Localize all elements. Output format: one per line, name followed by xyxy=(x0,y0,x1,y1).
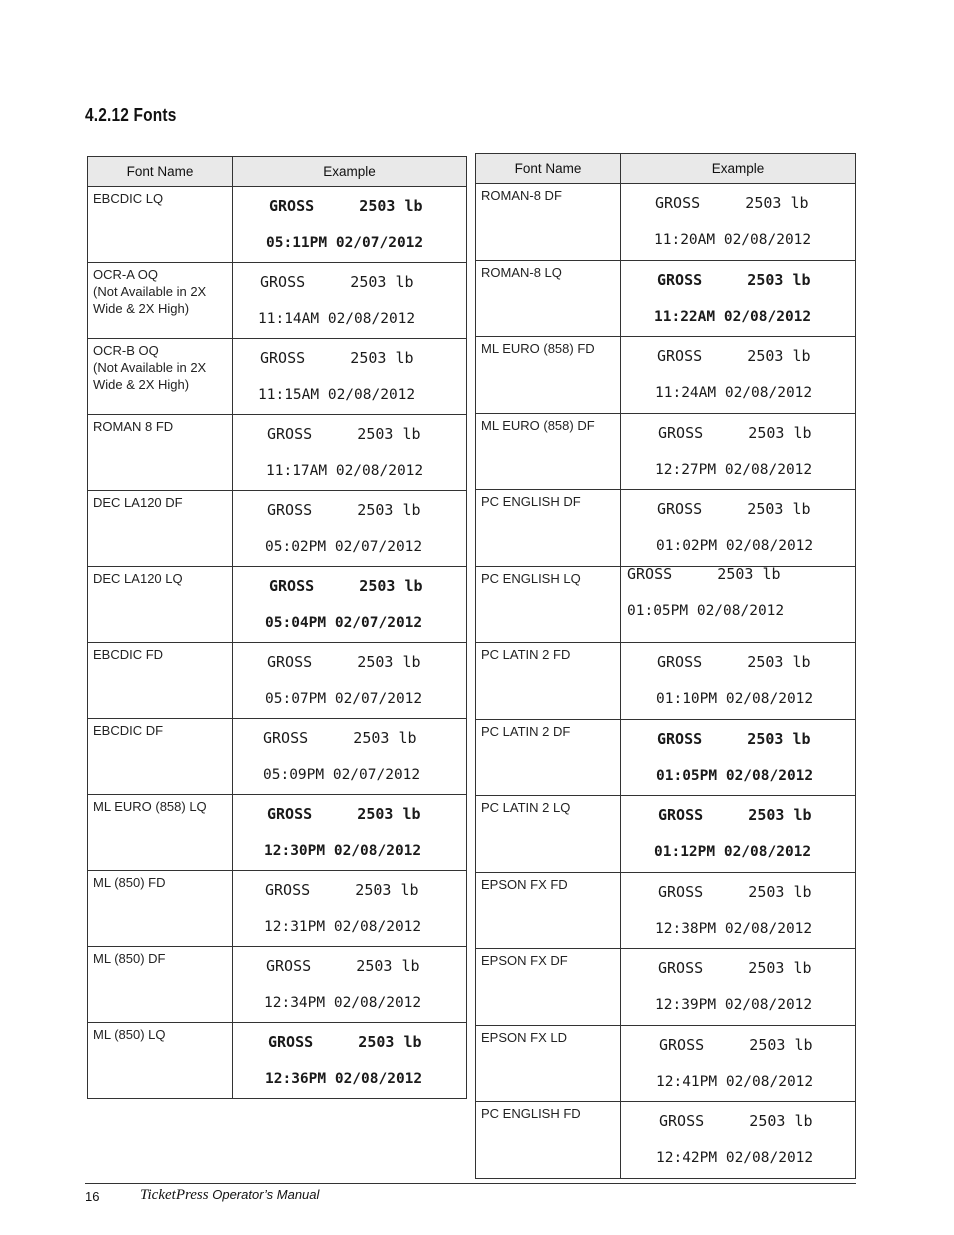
example-timestamp-line: 05:04PM 02/07/2012 xyxy=(265,615,423,631)
font-name-cell: PC LATIN 2 LQ xyxy=(476,796,621,873)
font-name-cell: ML EURO (858) DF xyxy=(476,413,621,490)
example-cell xyxy=(621,949,856,1026)
example-timestamp-line: 01:05PM 02/08/2012 xyxy=(656,767,814,784)
example-cell xyxy=(233,415,467,491)
example-timestamp-line: 05:09PM 02/07/2012 xyxy=(263,767,421,783)
table-row xyxy=(476,796,856,873)
example-timestamp-line: 01:10PM 02/08/2012 xyxy=(656,691,814,707)
example-weight-line: GROSS 2503 lb xyxy=(658,882,812,901)
table-row xyxy=(476,490,856,567)
example-timestamp-line: 12:36PM 02/08/2012 xyxy=(265,1071,423,1087)
font-name-cell: EBCDIC FD xyxy=(88,643,233,719)
example-timestamp-line: 12:41PM 02/08/2012 xyxy=(656,1073,814,1090)
table-row xyxy=(88,947,467,1023)
table-row xyxy=(476,949,856,1026)
example-cell xyxy=(621,184,856,261)
example-timestamp-line: 12:39PM 02/08/2012 xyxy=(655,997,813,1013)
column-header-example: Example xyxy=(621,154,856,184)
table-row xyxy=(88,871,467,947)
example-cell xyxy=(621,337,856,414)
table-row xyxy=(476,719,856,796)
example-weight-line: GROSS 2503 lb xyxy=(658,423,812,442)
table-row xyxy=(476,643,856,720)
footer-divider xyxy=(85,1183,856,1184)
table-row xyxy=(88,719,467,795)
example-timestamp-line: 05:07PM 02/07/2012 xyxy=(265,691,423,707)
example-timestamp-line: 11:17AM 02/08/2012 xyxy=(266,463,424,479)
example-weight-line: GROSS 2503 lb xyxy=(268,1033,422,1051)
example-timestamp-line: 01:12PM 02/08/2012 xyxy=(654,844,812,860)
table-row xyxy=(476,260,856,337)
font-name-cell: PC ENGLISH FD xyxy=(476,1102,621,1179)
example-weight-line: GROSS 2503 lb xyxy=(658,959,812,977)
table-row xyxy=(88,263,467,339)
example-timestamp-line: 11:24AM 02/08/2012 xyxy=(655,385,813,401)
font-name-cell: ML (850) FD xyxy=(88,871,233,947)
font-name-cell: ML EURO (858) FD xyxy=(476,337,621,414)
font-name-cell: ROMAN 8 FD xyxy=(88,415,233,491)
table-row xyxy=(88,1023,467,1099)
table-row xyxy=(476,413,856,490)
example-timestamp-line: 11:22AM 02/08/2012 xyxy=(654,308,812,325)
footer-brand: TicketPress xyxy=(140,1187,209,1203)
example-weight-line: GROSS 2503 lb xyxy=(627,564,781,583)
example-weight-line: GROSS 2503 lb xyxy=(260,349,414,367)
font-name-cell: PC ENGLISH DF xyxy=(476,490,621,567)
column-header-font-name: Font Name xyxy=(88,157,233,187)
example-timestamp-line: 12:38PM 02/08/2012 xyxy=(655,920,813,937)
example-cell xyxy=(621,643,856,720)
example-timestamp-line: 01:05PM 02/08/2012 xyxy=(627,602,785,619)
example-weight-line: GROSS 2503 lb xyxy=(657,500,811,518)
font-name-cell: OCR-B OQ (Not Available in 2X Wide & 2X High) xyxy=(88,339,233,415)
example-cell xyxy=(233,947,467,1023)
example-timestamp-line: 05:02PM 02/07/2012 xyxy=(265,539,423,555)
example-cell xyxy=(621,260,856,337)
font-name-cell: ML EURO (858) LQ xyxy=(88,795,233,871)
page-number: 16 xyxy=(85,1189,100,1204)
table-row xyxy=(88,567,467,643)
footer-title xyxy=(140,1187,319,1204)
table-row xyxy=(476,184,856,261)
example-weight-line: GROSS 2503 lb xyxy=(265,881,419,899)
example-timestamp-line: 11:15AM 02/08/2012 xyxy=(258,387,416,403)
example-timestamp-line: 11:14AM 02/08/2012 xyxy=(258,311,416,327)
font-name-cell: DEC LA120 LQ xyxy=(88,567,233,643)
example-cell xyxy=(621,413,856,490)
example-cell xyxy=(621,719,856,796)
example-weight-line: GROSS 2503 lb xyxy=(657,270,811,289)
example-weight-line: GROSS 2503 lb xyxy=(657,729,811,748)
font-name-cell: EBCDIC LQ xyxy=(88,187,233,263)
font-name-cell: ROMAN-8 LQ xyxy=(476,260,621,337)
fonts-table-left xyxy=(87,156,467,1099)
example-timestamp-line: 12:34PM 02/08/2012 xyxy=(264,995,422,1011)
example-cell xyxy=(233,643,467,719)
table-row xyxy=(88,415,467,491)
example-weight-line: GROSS 2503 lb xyxy=(267,425,421,443)
table-row xyxy=(88,795,467,871)
table-row xyxy=(476,1025,856,1102)
example-weight-line: GROSS 2503 lb xyxy=(655,194,809,212)
example-cell xyxy=(233,1023,467,1099)
example-cell xyxy=(233,491,467,567)
example-cell xyxy=(621,796,856,873)
table-row xyxy=(476,337,856,414)
table-row xyxy=(476,872,856,949)
example-cell xyxy=(233,719,467,795)
example-timestamp-line: 11:20AM 02/08/2012 xyxy=(654,232,812,248)
example-weight-line: GROSS 2503 lb xyxy=(260,273,414,291)
font-name-cell: PC LATIN 2 DF xyxy=(476,719,621,796)
font-name-cell: EPSON FX DF xyxy=(476,949,621,1026)
example-cell xyxy=(233,567,467,643)
example-timestamp-line: 12:27PM 02/08/2012 xyxy=(655,461,813,478)
example-weight-line: GROSS 2503 lb xyxy=(266,957,420,975)
column-header-font-name: Font Name xyxy=(476,154,621,184)
example-weight-line: GROSS 2503 lb xyxy=(263,729,417,747)
example-timestamp-line: 01:02PM 02/08/2012 xyxy=(656,538,814,554)
example-cell xyxy=(233,871,467,947)
example-cell xyxy=(621,872,856,949)
example-timestamp-line: 12:42PM 02/08/2012 xyxy=(656,1150,814,1166)
example-weight-line: GROSS 2503 lb xyxy=(657,347,811,365)
example-cell xyxy=(233,339,467,415)
example-cell xyxy=(621,490,856,567)
font-name-cell: DEC LA120 DF xyxy=(88,491,233,567)
example-weight-line: GROSS 2503 lb xyxy=(267,805,421,823)
example-timestamp-line: 05:11PM 02/07/2012 xyxy=(266,235,424,251)
table-row xyxy=(88,643,467,719)
table-row xyxy=(476,566,856,643)
table-row xyxy=(88,339,467,415)
example-weight-line: GROSS 2503 lb xyxy=(269,197,423,215)
font-name-cell: ML (850) DF xyxy=(88,947,233,1023)
font-name-cell: OCR-A OQ (Not Available in 2X Wide & 2X High) xyxy=(88,263,233,339)
font-name-cell: EPSON FX LD xyxy=(476,1025,621,1102)
example-weight-line: GROSS 2503 lb xyxy=(267,653,421,671)
example-cell xyxy=(621,1025,856,1102)
column-header-example: Example xyxy=(233,157,467,187)
font-name-cell: PC LATIN 2 FD xyxy=(476,643,621,720)
font-name-cell: EBCDIC DF xyxy=(88,719,233,795)
example-weight-line: GROSS 2503 lb xyxy=(269,577,423,595)
section-heading: 4.2.12 Fonts xyxy=(85,105,177,125)
example-cell xyxy=(233,263,467,339)
example-timestamp-line: 12:31PM 02/08/2012 xyxy=(264,919,422,935)
footer-manual-title: Operator’s Manual xyxy=(208,1187,320,1202)
example-weight-line: GROSS 2503 lb xyxy=(657,653,811,671)
example-cell xyxy=(233,795,467,871)
example-cell xyxy=(233,187,467,263)
table-row xyxy=(476,1102,856,1179)
fonts-table-right xyxy=(475,153,856,1179)
example-timestamp-line: 12:30PM 02/08/2012 xyxy=(264,843,422,859)
example-weight-line: GROSS 2503 lb xyxy=(659,1112,813,1130)
table-row xyxy=(88,187,467,263)
example-cell xyxy=(621,566,856,643)
example-weight-line: GROSS 2503 lb xyxy=(267,501,421,519)
example-cell xyxy=(621,1102,856,1179)
font-name-cell: ROMAN-8 DF xyxy=(476,184,621,261)
font-name-cell: PC ENGLISH LQ xyxy=(476,566,621,643)
table-row xyxy=(88,491,467,567)
font-name-cell: ML (850) LQ xyxy=(88,1023,233,1099)
font-name-cell: EPSON FX FD xyxy=(476,872,621,949)
example-weight-line: GROSS 2503 lb xyxy=(659,1035,813,1054)
example-weight-line: GROSS 2503 lb xyxy=(658,806,812,824)
